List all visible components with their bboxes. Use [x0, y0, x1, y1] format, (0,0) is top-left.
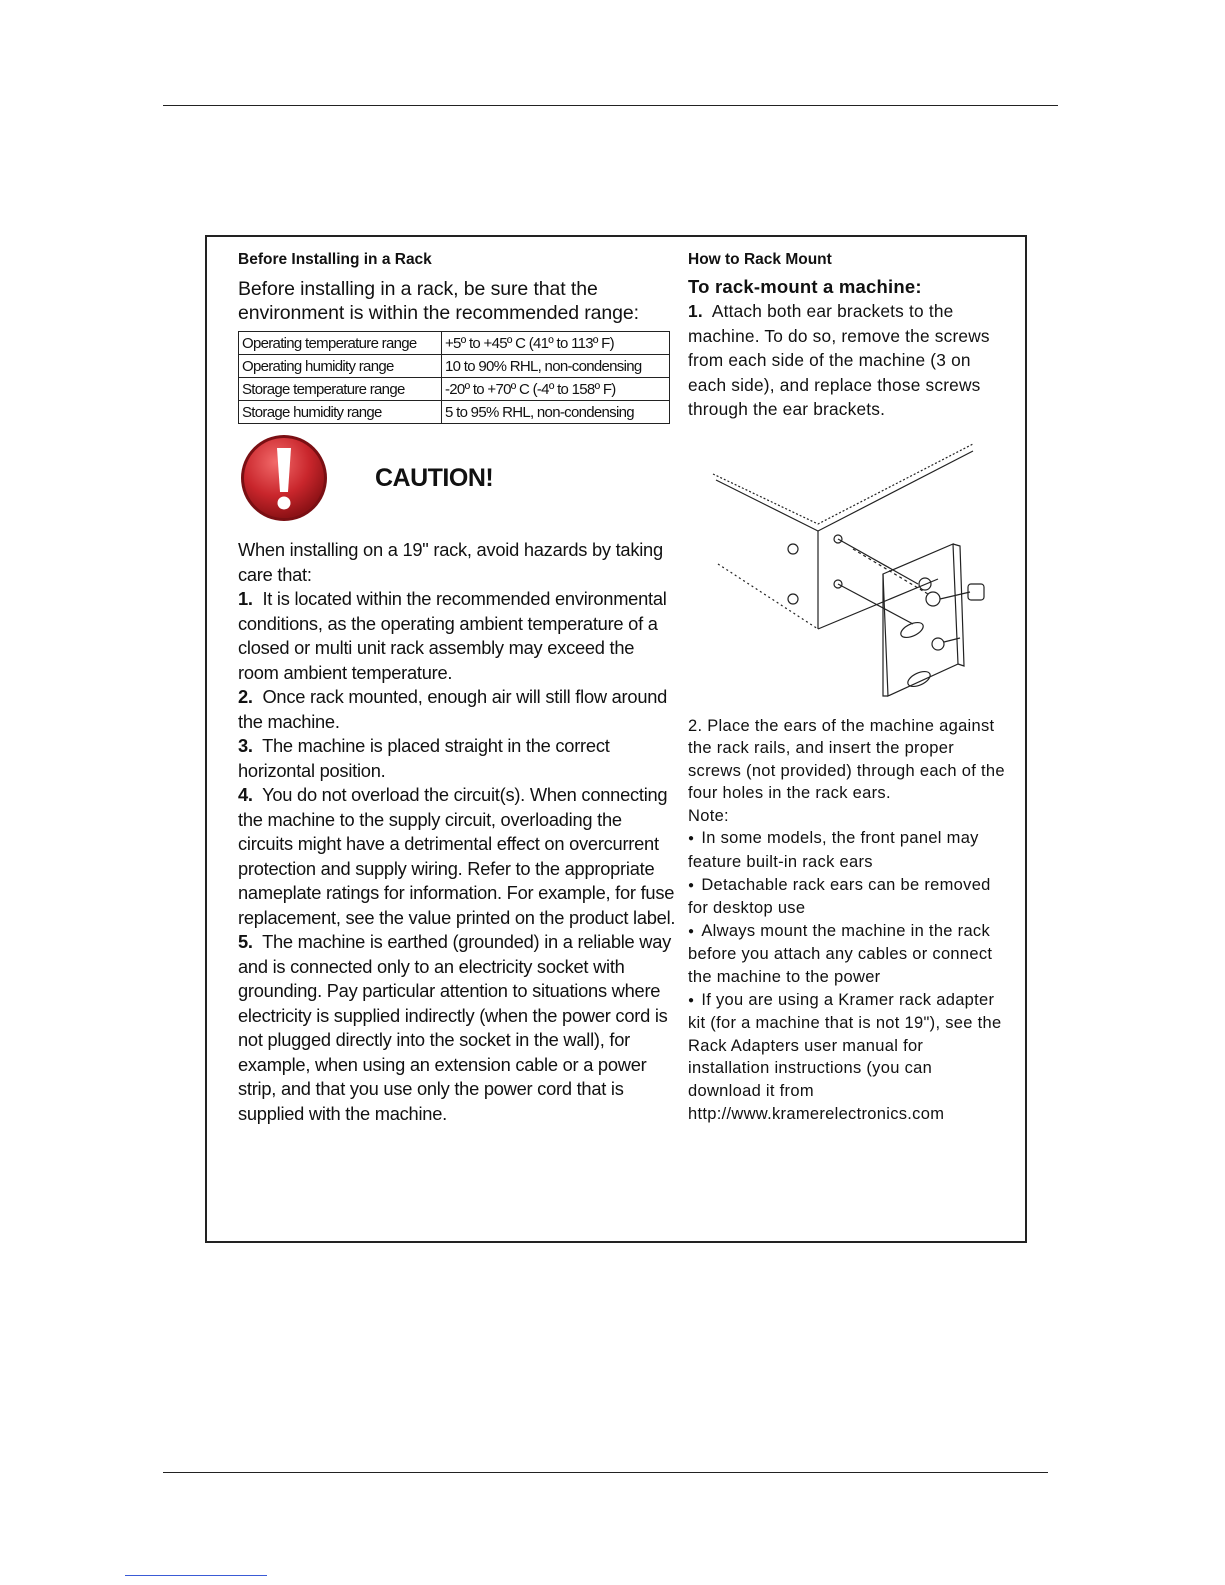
list-item: ● Always mount the machine in the rack before you attach any cables or connect the machine to the power — [688, 920, 1008, 989]
step-text: Attach both ear brackets to the machine. To do so, remove the screws from each side of the machine (3 on each side), and replace those screws through the ear brackets. — [688, 301, 990, 419]
note-label: Note: — [688, 806, 729, 825]
caution-intro: When installing on a 19" rack, avoid hazards by taking care that: — [238, 539, 663, 585]
caution-block — [238, 432, 678, 532]
list-item: 1. It is located within the recommended environmental conditions, as the operating ambient temperature of a closed or multi unit rack assembly may exceed the room ambient temperature. — [238, 588, 667, 683]
item-number: 2 — [238, 686, 248, 707]
table-row — [239, 355, 670, 378]
list-item: 3. The machine is placed straight in the correct horizontal position. — [238, 735, 610, 781]
list-item: ● If you are using a Kramer rack adapter kit (for a machine that is not 19"), see the Rack Adapters user manual for installation instructions (you can download it from — [688, 989, 1008, 1103]
table-cell: Operating temperature range — [239, 332, 442, 355]
item-text: You do not overload the circuit(s). When connecting the machine to the supply circuit, overloading the circuits might have a detrimental effect on overcurrent protection and supply wiring. Refer to the appropriate nameplate ratings for information. For example, for fuse replacement, see the value printed on the product label. — [238, 784, 676, 928]
table-cell: +5º to +45º C (41º to 113º F) — [442, 332, 670, 355]
caution-text — [238, 538, 678, 1126]
kramer-url: http://www.kramerelectronics.com — [688, 1104, 945, 1123]
item-number: 1 — [238, 588, 248, 609]
environment-intro: Before installing in a rack, be sure that the environment is within the recommended range: — [238, 278, 639, 324]
rack-ear-bracket-illustration — [688, 434, 1008, 704]
footer-link-underline[interactable] — [125, 1575, 267, 1576]
table-row — [239, 332, 670, 355]
item-number: 4 — [238, 784, 248, 805]
list-item: ● Detachable rack ears can be removed for desktop use — [688, 874, 1008, 920]
table-row — [239, 401, 670, 424]
step-one: 1. Attach both ear brackets to the machine. To do so, remove the screws from each side of the machine (3 on each side), and replace those screws through the ear brackets. — [688, 301, 990, 419]
header-rule — [163, 105, 1058, 106]
table-cell: 5 to 95% RHL, non-condensing — [442, 401, 670, 424]
item-number: 3 — [238, 735, 248, 756]
right-column — [688, 249, 1008, 1125]
list-item: 2. Once rack mounted, enough air will still flow around the machine. — [238, 686, 668, 732]
list-item: 4. You do not overload the circuit(s). When connecting the machine to the supply circuit, overloading the circuits might have a detrimental effect on overcurrent protection and supply wiring. Refer to the appropriate nameplate ratings for information. For example, for fuse replacement, see the value printed on the product label. — [238, 784, 676, 928]
table-cell: -20º to +70º C (-4º to 158º F) — [442, 378, 670, 401]
rack-mount-heading: How to Rack Mount — [688, 251, 832, 268]
item-text: The machine is placed straight in the correct horizontal position. — [238, 735, 610, 781]
table-row — [239, 378, 670, 401]
table-cell: Storage humidity range — [239, 401, 442, 424]
table-cell: Storage temperature range — [239, 378, 442, 401]
step-two-and-notes — [688, 715, 1008, 1126]
table-cell: 10 to 90% RHL, non-condensing — [442, 355, 670, 378]
list-item: 5. The machine is earthed (grounded) in a reliable way and is connected only to an electricity socket with grounding. Pay particular attention to situations where electricity is supplied indirectly (when the power cord is not plugged directly into the socket in the wall), for example, when using an extension cable or a power strip, and that you use only the power cord that is supplied with the machine. — [238, 931, 672, 1124]
item-text: Once rack mounted, enough air will still flow around the machine. — [238, 686, 668, 732]
environment-table — [238, 331, 670, 424]
warning-exclamation-icon — [240, 434, 328, 522]
footer-rule — [163, 1472, 1048, 1473]
rack-safety-box — [205, 235, 1027, 1243]
list-item: ● In some models, the front panel may feature built-in rack ears — [688, 827, 1008, 873]
left-column — [238, 249, 678, 1126]
table-cell: Operating humidity range — [239, 355, 442, 378]
item-text: It is located within the recommended environmental conditions, as the operating ambient temperature of a closed or multi unit rack assembly may exceed the room ambient temperature. — [238, 588, 667, 683]
item-number: 5 — [238, 931, 248, 952]
before-installing-heading: Before Installing in a Rack — [238, 251, 432, 268]
step-two: 2. Place the ears of the machine against the rack rails, and insert the proper screws (not provided) through each of the four holes in the rack ears. — [688, 716, 1005, 803]
step-number: 1 — [688, 301, 698, 321]
caution-label: CAUTION! — [375, 464, 494, 492]
rack-mount-subheading: To rack-mount a machine: — [688, 276, 922, 297]
item-text: The machine is earthed (grounded) in a reliable way and is connected only to an electricity socket with grounding. Pay particular attention to situations where electricity is supplied indirectly (when the power cord is not plugged directly into the socket in the wall), for example, when using an extension cable or a power strip, and that you use only the power cord that is supplied with the machine. — [238, 931, 672, 1124]
